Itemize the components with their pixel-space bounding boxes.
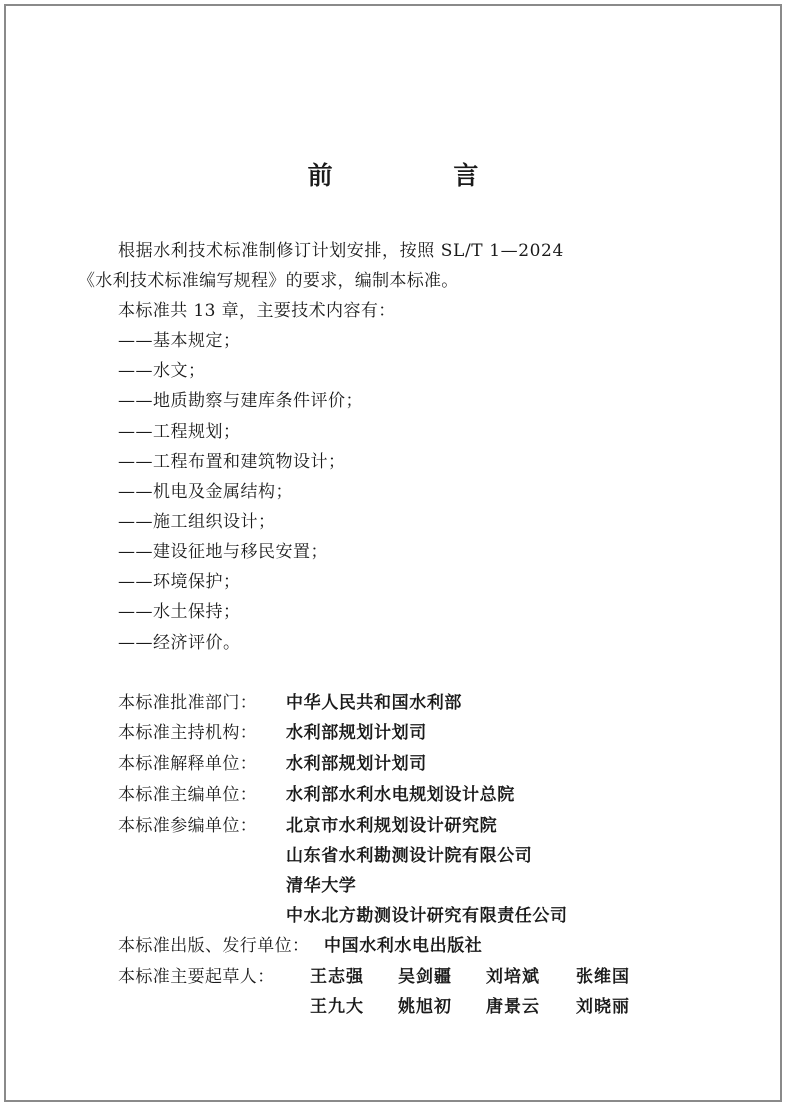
approval-label: 本标准批准部门：	[118, 693, 258, 713]
participant-unit: 清华大学	[286, 876, 357, 896]
chief-editor-label: 本标准主编单位：	[118, 785, 258, 805]
chapter-item: ——工程规划；	[118, 422, 241, 442]
chapter-item: ——机电及金属结构；	[118, 482, 293, 502]
chapter-item: ——环境保护；	[118, 572, 241, 592]
chapter-item: ——施工组织设计；	[118, 512, 276, 532]
drafter-name: 刘培斌	[486, 967, 540, 987]
host-value: 水利部规划计划司	[286, 723, 427, 743]
chapter-item: ——经济评价。	[118, 633, 241, 653]
publisher-label: 本标准出版、发行单位：	[118, 936, 310, 956]
drafters-label: 本标准主要起草人：	[118, 967, 275, 987]
participant-unit: 山东省水利勘测设计院有限公司	[286, 846, 533, 866]
interpret-value: 水利部规划计划司	[286, 754, 427, 774]
page-title: 前 言	[307, 161, 535, 190]
publisher-value: 中国水利水电出版社	[324, 936, 483, 956]
chapter-item: ——建设征地与移民安置；	[118, 542, 328, 562]
drafter-name: 王九大	[310, 997, 364, 1017]
chapter-item: ——工程布置和建筑物设计；	[118, 452, 346, 472]
chapter-item: ——地质勘察与建库条件评价；	[118, 391, 363, 411]
drafter-name: 吴剑疆	[398, 967, 452, 987]
intro-line-2: 《水利技术标准编写规程》的要求，编制本标准。	[78, 271, 459, 291]
participant-unit: 北京市水利规划设计研究院	[286, 816, 498, 836]
intro-line-3: 本标准共 13 章，主要技术内容有：	[118, 301, 396, 321]
drafter-name: 姚旭初	[398, 997, 452, 1017]
approval-value: 中华人民共和国水利部	[286, 693, 462, 713]
chief-editor-value: 水利部水利水电规划设计总院	[286, 785, 515, 805]
intro-line-1: 根据水利技术标准制修订计划安排，按照 SL/T 1—2024	[118, 241, 564, 261]
drafter-name: 刘晓丽	[576, 997, 630, 1017]
chapter-item: ——水土保持；	[118, 602, 241, 622]
participant-label: 本标准参编单位：	[118, 816, 258, 836]
chapter-item: ——水文；	[118, 361, 206, 381]
participant-unit: 中水北方勘测设计研究有限责任公司	[286, 906, 568, 926]
chapter-item: ——基本规定；	[118, 331, 241, 351]
drafter-name: 唐景云	[486, 997, 540, 1017]
host-label: 本标准主持机构：	[118, 723, 258, 743]
drafter-name: 张维国	[576, 967, 630, 987]
interpret-label: 本标准解释单位：	[118, 754, 258, 774]
drafter-name: 王志强	[310, 967, 364, 987]
